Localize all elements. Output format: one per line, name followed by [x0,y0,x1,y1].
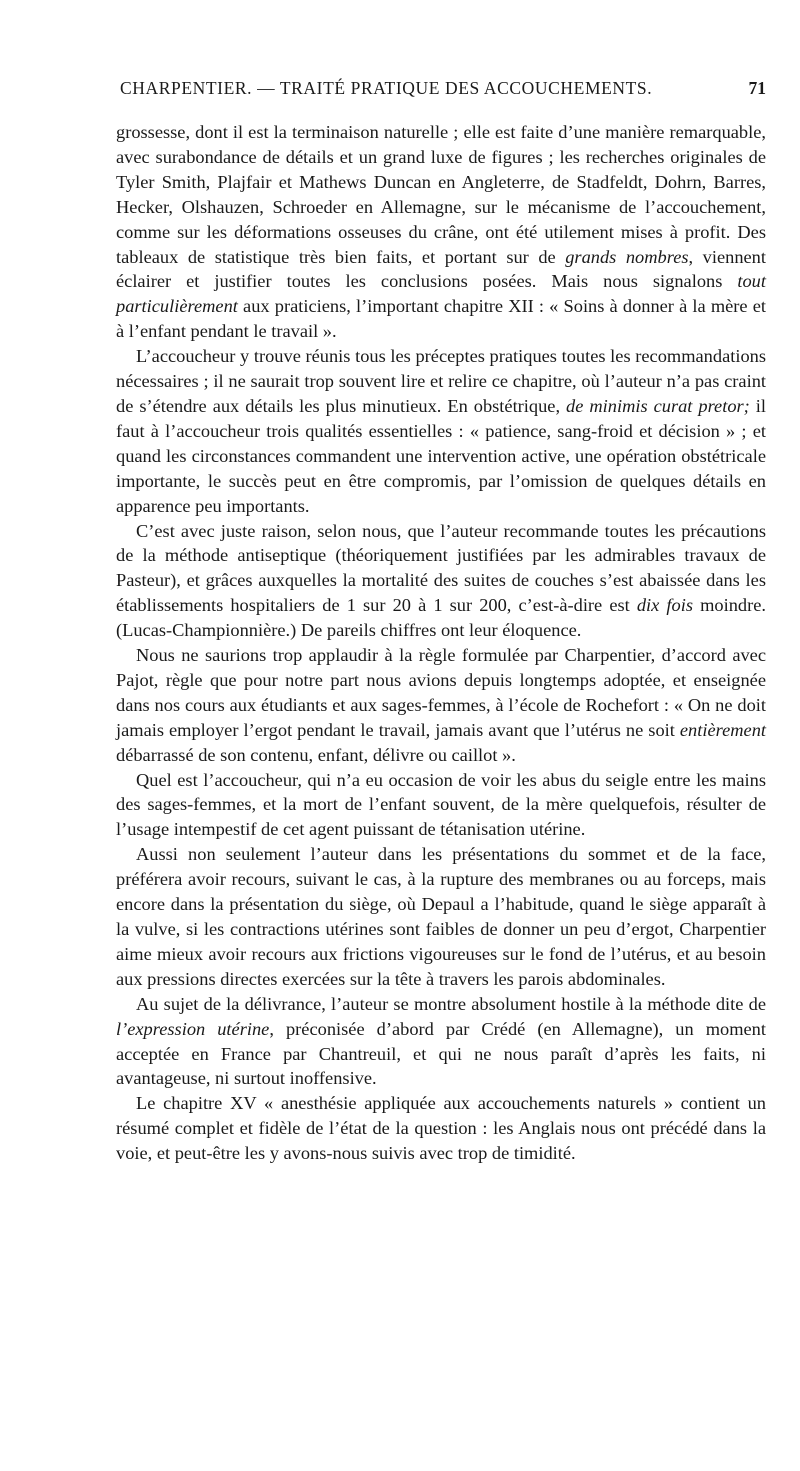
book-page [116,78,766,1166]
text-run: , viennent éclairer et justifier toutes les conclusions posées. Mais nous signalons [116,246,766,292]
paragraph [116,992,766,1092]
paragraph [116,768,766,843]
text-run: Quel est l’accoucheur, qui n’a eu occasion de voir les abus du seigle entre les mains des sages-femmes, et la mort de l’enfant souvent, de la mère quelquefois, résulter de l’usage intempestif de cet agent puissant de tétanisation utérine. [116,769,766,840]
text-run: , préconisée d’abord par Crédé (en Allemagne), un moment acceptée en France par Chantreuil, et qui ne nous paraît d’après les faits, ni avantageuse, ni surtout inoffensive. [116,1018,766,1089]
text-run: L’accoucheur y trouve réunis tous les préceptes pratiques toutes les recommandations nécessaires ; il ne saurait trop souvent lire et relire ce chapitre, où l’auteur n’a pas craint de s’étendre aux détails les plus minutieux. En obstétrique, [116,346,766,416]
text-run: Nous ne saurions trop applaudir à la règle formulée par Charpentier, d’accord avec Pajot, règle que pour notre part nous avions depuis longtemps adoptée, et enseignée dans nos cours aux étudiants et aux sages-femmes, à l’école de Rochefort : « On ne doit jamais employer l’ergot pendant le travail, jamais avant que l’utérus ne soit [116,645,766,740]
text-run: moindre. (Lucas-Championnière.) De pareils chiffres ont leur éloquence. [116,595,767,641]
paragraph [116,120,766,344]
text-run: débarrassé de son contenu, enfant, délivre ou caillot ». [116,744,516,765]
text-run: il faut à l’accoucheur trois qualités essentielles : « patience, sang-froid et décision » ; et quand les circonstances commandent une intervention active, une opération obstétricale importante, le succès peut en être compromis, par l’omission de quelques détails en apparence peu importants. [116,395,766,516]
italic-phrase: de minimis curat pretor; [566,395,750,416]
paragraph [116,643,766,768]
italic-phrase: entièrement [679,719,766,740]
paragraph [116,519,766,644]
italic-phrase: l’expression utérine [116,1018,270,1039]
text-run: Le chapitre XV « anesthésie appliquée aux accouchements naturels » contient un résumé complet et fidèle de l’état de la question : les Anglais nous ont précédé dans la voie, et peut-être les y avons-nous suivis avec trop de timidité. [116,1093,766,1164]
body-text [116,120,766,1166]
text-run: grossesse, dont il est la terminaison naturelle ; elle est faite d’une manière remarquable, avec surabondance de détails et un grand luxe de figures ; les recherches originales de Tyler Smith, Plajfair et Mathews Duncan en Angleterre, de Stadfeldt, Dohrn, Barres, Hecker, Olshauzen, Schroeder en Allemagne, sur le mécanisme de l’accouchement, comme sur les déformations osseuses du crâne, ont été utilement mises à profit. Des tableaux de statistique très bien faits, et portant sur de [116,122,766,267]
italic-phrase: dix fois [636,595,694,616]
running-header [116,78,766,106]
paragraph [116,842,766,991]
text-run: C’est avec juste raison, selon nous, que l’auteur recommande toutes les précautions de la méthode antiseptique (théoriquement justifiées par les admirables travaux de Pasteur), et grâces auxquelles la mortalité des suites de couches s’est abaissée dans les établissements hospitaliers de 1 sur 20 à 1 sur 200, c’est-à-dire est [116,520,766,616]
paragraph [116,1091,766,1166]
text-run: Au sujet de la délivrance, l’auteur se montre absolument hostile à la méthode dite de [136,993,766,1014]
text-run: Aussi non seulement l’auteur dans les présentations du sommet et de la face, préférera avoir recours, suivant le cas, à la rupture des membranes ou au forceps, mais encore dans la présentation du siège, où Depaul a l’habitude, quand le siège apparaît à la vulve, si les contractions utérines sont faibles de donner un peu d’ergot, Charpentier aime mieux avoir recours aux frictions vigoureuses sur le fond de l’utérus, et au besoin aux pressions directes exercées sur la tête à travers les parois abdominales. [116,844,766,989]
text-run: aux praticiens, l’important chapitre XII : « Soins à donner à la mère et à l’enfant pendant le travail ». [116,296,766,342]
italic-phrase: grands nombres [565,246,689,267]
paragraph [116,344,766,518]
running-title: CHARPENTIER. — TRAITÉ PRATIQUE DES ACCOUCHEMENTS. [120,78,653,98]
page-number: 71 [748,78,766,98]
italic-phrase: tout particulièrement [116,271,766,317]
